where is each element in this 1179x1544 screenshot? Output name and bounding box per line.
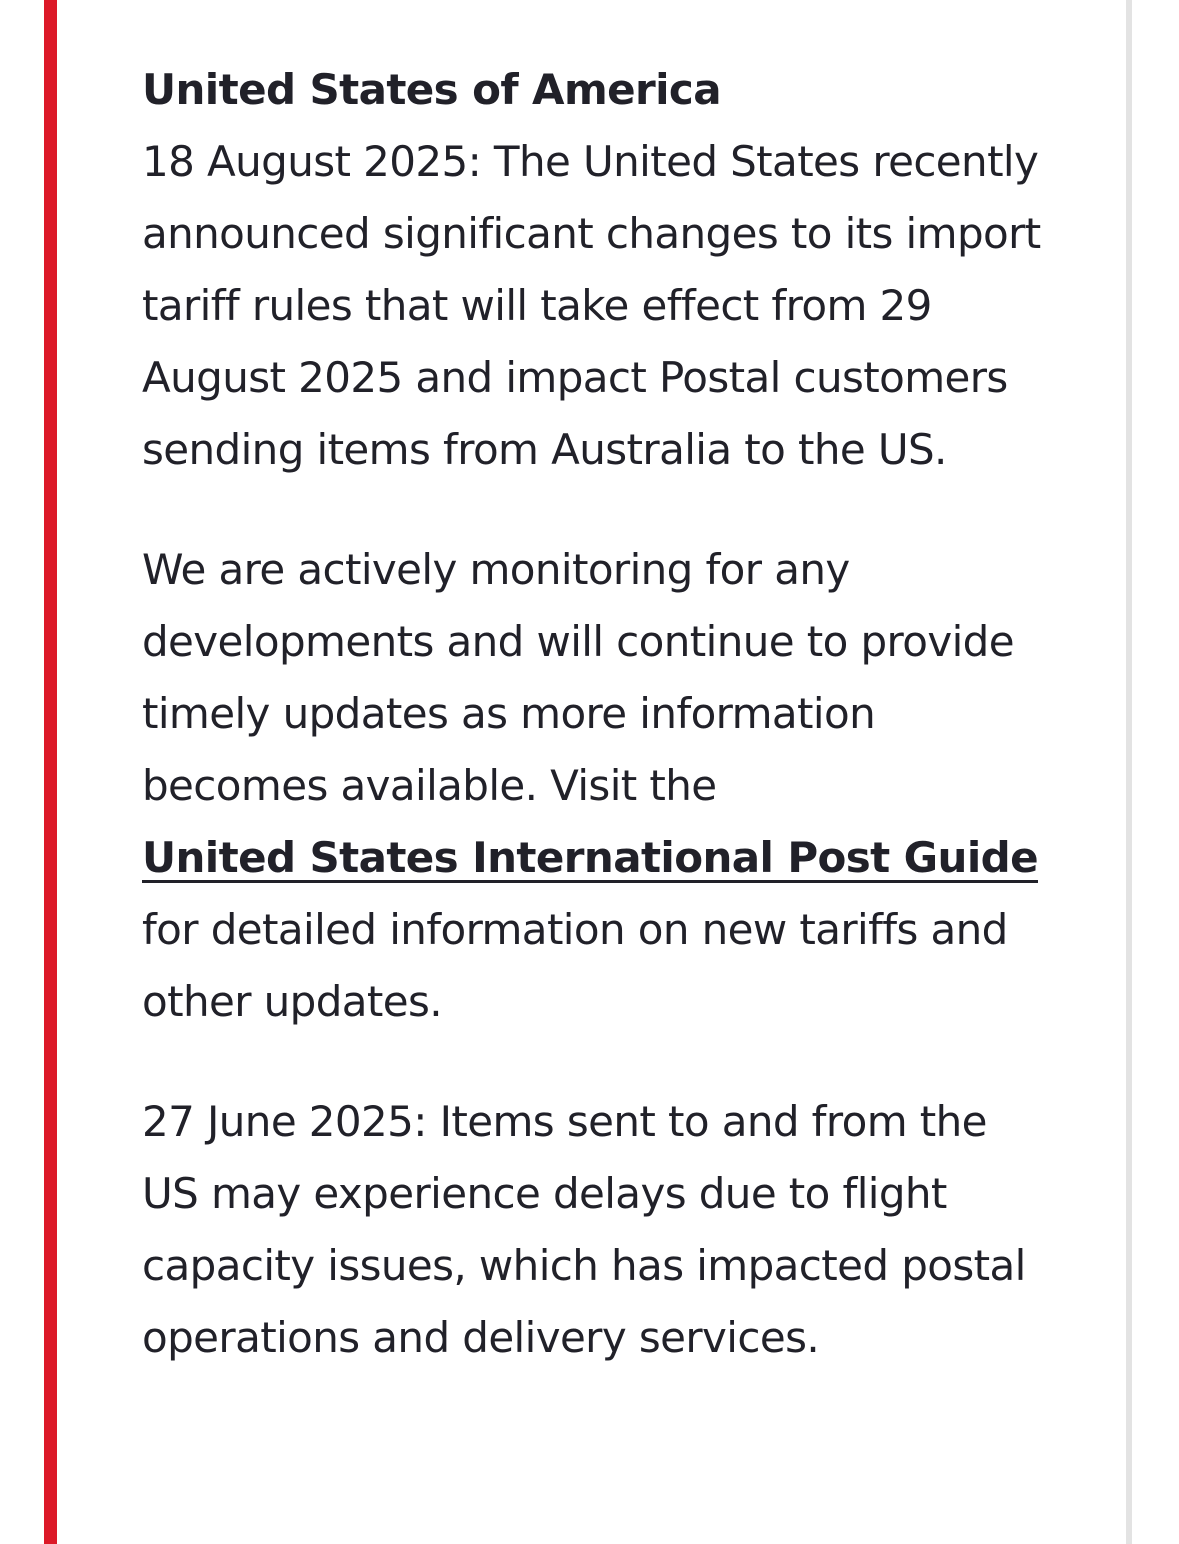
us-international-post-guide-link[interactable]: United States International Post Guide bbox=[142, 833, 1038, 882]
alert-paragraph-monitoring bbox=[142, 534, 1042, 1038]
monitoring-text: We are actively monitoring for any developments and will continue to provide timely updates as more information becomes available. Visit the bbox=[142, 545, 1014, 810]
alert-paragraph-tariff: 18 August 2025: The United States recently announced significant changes to its import tariff rules that will take effect from 29 August 2025 and impact Postal customers sending items from Australia to the US. bbox=[142, 137, 1041, 474]
card-right-edge bbox=[1126, 0, 1132, 1544]
alert-paragraph-delays: 27 June 2025: Items sent to and from the US may experience delays due to flight capacity issues, which has impacted postal operations and delivery services. bbox=[142, 1097, 1026, 1362]
alert-heading: United States of America bbox=[142, 65, 721, 114]
alert-content bbox=[142, 54, 1042, 1374]
monitoring-text-after: for detailed information on new tariffs and other updates. bbox=[142, 905, 1008, 1026]
alert-accent-bar bbox=[44, 0, 57, 1544]
